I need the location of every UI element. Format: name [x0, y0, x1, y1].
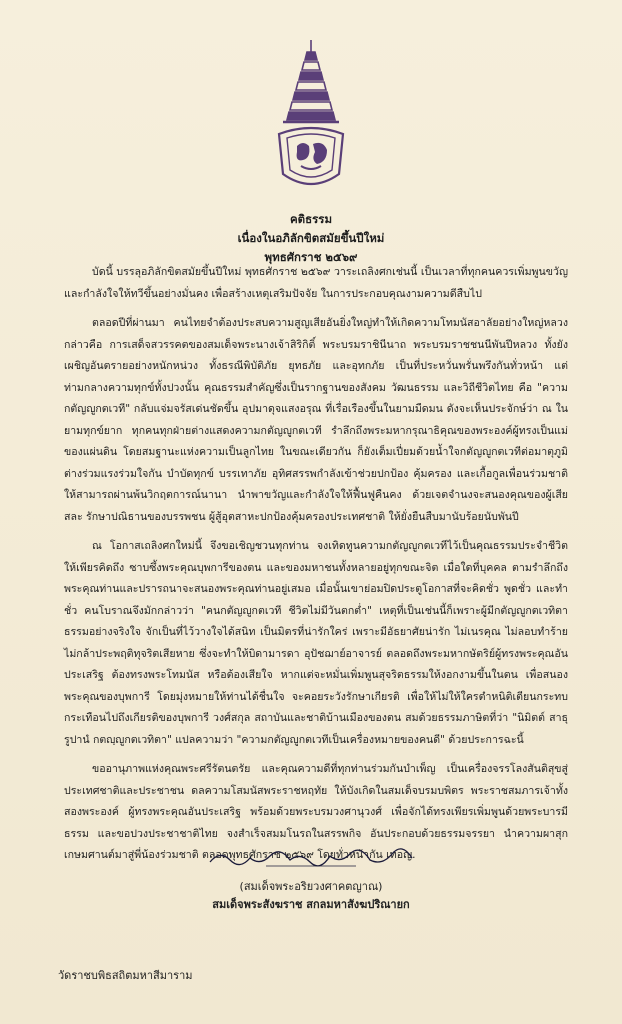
document-body: [64, 262, 568, 875]
signature-block: [0, 846, 622, 914]
document-title: คติธรรม: [289, 212, 333, 226]
document-year: พุทธศักราช ๒๕๖๙: [264, 250, 358, 264]
paragraph-2: ตลอดปีที่ผ่านมา คนไทยจำต้องประสบความสูญเสียอันยิ่งใหญ่ทำให้เกิดความโทมนัสอาลัยอย่างใหญ่หลวง กล่าวคือ การเสด็จสวรรคตของสมเด็จพระนางเจ้าสิริกิติ์ พระบรมราชินีนาถ พระบรมราชชนนีพันปีหลวง ทั้งยังเผชิญอันตรายอย่างหนักหน่วง ทั้งธรณีพิบัติภัย ยุทธภัย และอุทกภัย เป็นที่ประหวั่นพรั่นพรึงกันทั่วหน้า แต่ท่ามกลางความทุกข์ทั้งปวงนั้น คุณธรรมสำคัญซึ่งเป็นรากฐานของสังคม วัฒนธรรม และวิถีชีวิตไทย คือ "ความกตัญญูกตเวที" กลับแจ่มจรัสเด่นชัดขึ้น อุปมาดุจแสงอรุณ ที่เรื่อเรืองขึ้นในยามมืดมน ดังจะเห็นประจักษ์ว่า ณ ในยามทุกข์ยาก ทุกคนทุกฝ่ายต่างแสดงความกตัญญูกตเวที รำลึกถึงพระมหากรุณาธิคุณของพระองค์ผู้ทรงเป็นแม่ของแผ่นดิน โดยสมฐานะแห่งความเป็นลูกไทย ในขณะเดียวกัน ก็ยังเต็มเปี่ยมด้วยน้ำใจกตัญญูกตเวทีต่อมาตุภูมิ ต่างร่วมแรงร่วมใจกัน บำบัดทุกข์ บรรเทาภัย อุทิศสรรพกำลังเข้าช่วยปกป้อง คุ้มครอง และเกื้อกูลเพื่อนร่วมชาติ ให้สามารถผ่านพ้นวิกฤตการณ์นานา นำพาขวัญและกำลังใจให้ฟื้นฟูคืนคง ด้วยเจตจำนงจะสนองคุณของผู้เสียสละ รักษาปณิธานของบรรพชน ผู้สู้อุตสาหะปกป้องคุ้มครองประเทศชาติ ให้ยั่งยืนสืบมานับร้อยนับพันปี: [64, 317, 568, 523]
document-heading: [0, 210, 622, 267]
paragraph-3: ณ โอกาสเถลิงศกใหม่นี้ จึงขอเชิญชวนทุกท่าน จงเทิดทูนความกตัญญูกตเวทีไว้เป็นคุณธรรมประจำชีวิต ให้เพียรคิดถึง ซาบซึ้งพระคุณบุพการีของตน และของมหาชนทั้งหลายอยู่ทุกขณะจิต เมื่อใดที่บุคคล ตามรำลึกถึงพระคุณท่านและปรารถนาจะสนองพระคุณท่านอยู่เสมอ เมื่อนั้นเขาย่อมปิดประตูโอกาสที่จะคิดชั่ว พูดชั่ว และทำชั่ว คนโบราณจึงมักกล่าวว่า "คนกตัญญูกตเวที ชีวิตไม่มีวันตกต่ำ" เหตุที่เป็นเช่นนี้ก็เพราะผู้มีกตัญญูกตเวทิตาธรรมอย่างจริงใจ จักเป็นที่ไว้วางใจได้สนิท เป็นมิตรที่น่ารักใคร่ เพราะมีอัธยาศัยน่ารัก ไม่เนรคุณ ไม่ลอบทำร้าย ไม่กล้าประพฤติทุจริตเสียหาย ซึ่งจะทำให้บิดามารดา อุปัชฌาย์อาจารย์ ตลอดถึงพระมหากษัตริย์ผู้ทรงพระคุณอันประเสริฐ ต้องทรงพระโทมนัส หรือต้องเสียใจ หากแต่จะหมั่นเพิ่มพูนสุจริตธรรมให้งอกงามขึ้นในตน เพื่อสนองพระคุณของบุพการี โดยมุ่งหมายให้ท่านได้ชื่นใจ จะคอยระวังรักษาเกียรติ เพื่อให้ไม่ให้ใครตำหนิติเตียนกระทบกระเทือนไปถึงเกียรติของบุพการี วงศ์สกุล สถาบันและชาติบ้านเมืองของตน สมด้วยธรรมภาษิตที่ว่า "นิมิตต์ สาธุรูปานํ กตญฺญูกตเวทิตา" แปลความว่า "ความกตัญญูกตเวทีเป็นเครื่องหมายของคนดี" ด้วยประการฉะนี้: [64, 540, 568, 746]
signatory-name: (สมเด็จพระอริยวงศาคตญาณ): [239, 880, 383, 893]
handwritten-signature: [206, 846, 416, 870]
signatory-title: สมเด็จพระสังฆราช สกลมหาสังฆปริณายก: [212, 898, 410, 911]
issuing-location: วัดราชบพิธสถิตมหาสีมาราม: [58, 969, 193, 982]
paragraph-4: ขออานุภาพแห่งคุณพระศรีรัตนตรัย และคุณความดีที่ทุกท่านร่วมกันบำเพ็ญ เป็นเครื่องจรรโลงสันติสุขสู่ประเทศชาติและประชาชน ดลความโสมนัสพระราชหฤทัย ให้บังเกิดในสมเด็จบรมบพิตร พระราชสมภารเจ้าทั้งสองพระองค์ ผู้ทรงพระคุณอันประเสริฐ พร้อมด้วยพระบรมวงศานุวงศ์ เพื่อจักได้ทรงเพียรเพิ่มพูนด้วยพระบารมีธรรม และขอปวงประชาชาติไทย จงสำเร็จสมมโนรถในสรรพกิจ อันประกอบด้วยธรรมจรรยา นำความผาสุกเกษมศานต์มาสู่พี่น้องร่วมชาติ ตลอดพุทธศักราช ๒๕๖๙ โดยทั่วหน้ากัน เทอญ.: [64, 763, 568, 861]
paragraph-1: บัดนี้ บรรลุอภิลักขิตสมัยขึ้นปีใหม่ พุทธศักราช ๒๕๖๙ วาระเถลิงศกเช่นนี้ เป็นเวลาที่ทุกคนควรเพิ่มพูนขวัญและกำลังใจให้ทวีขึ้นอย่างมั่นคง เพื่อสร้างเหตุเสริมปัจจัย ในการประกอบคุณงามความดีสืบไป: [64, 266, 568, 300]
document-subtitle: เนื่องในอภิลักขิตสมัยขึ้นปีใหม่: [237, 231, 385, 245]
royal-emblem-icon: [271, 38, 351, 198]
